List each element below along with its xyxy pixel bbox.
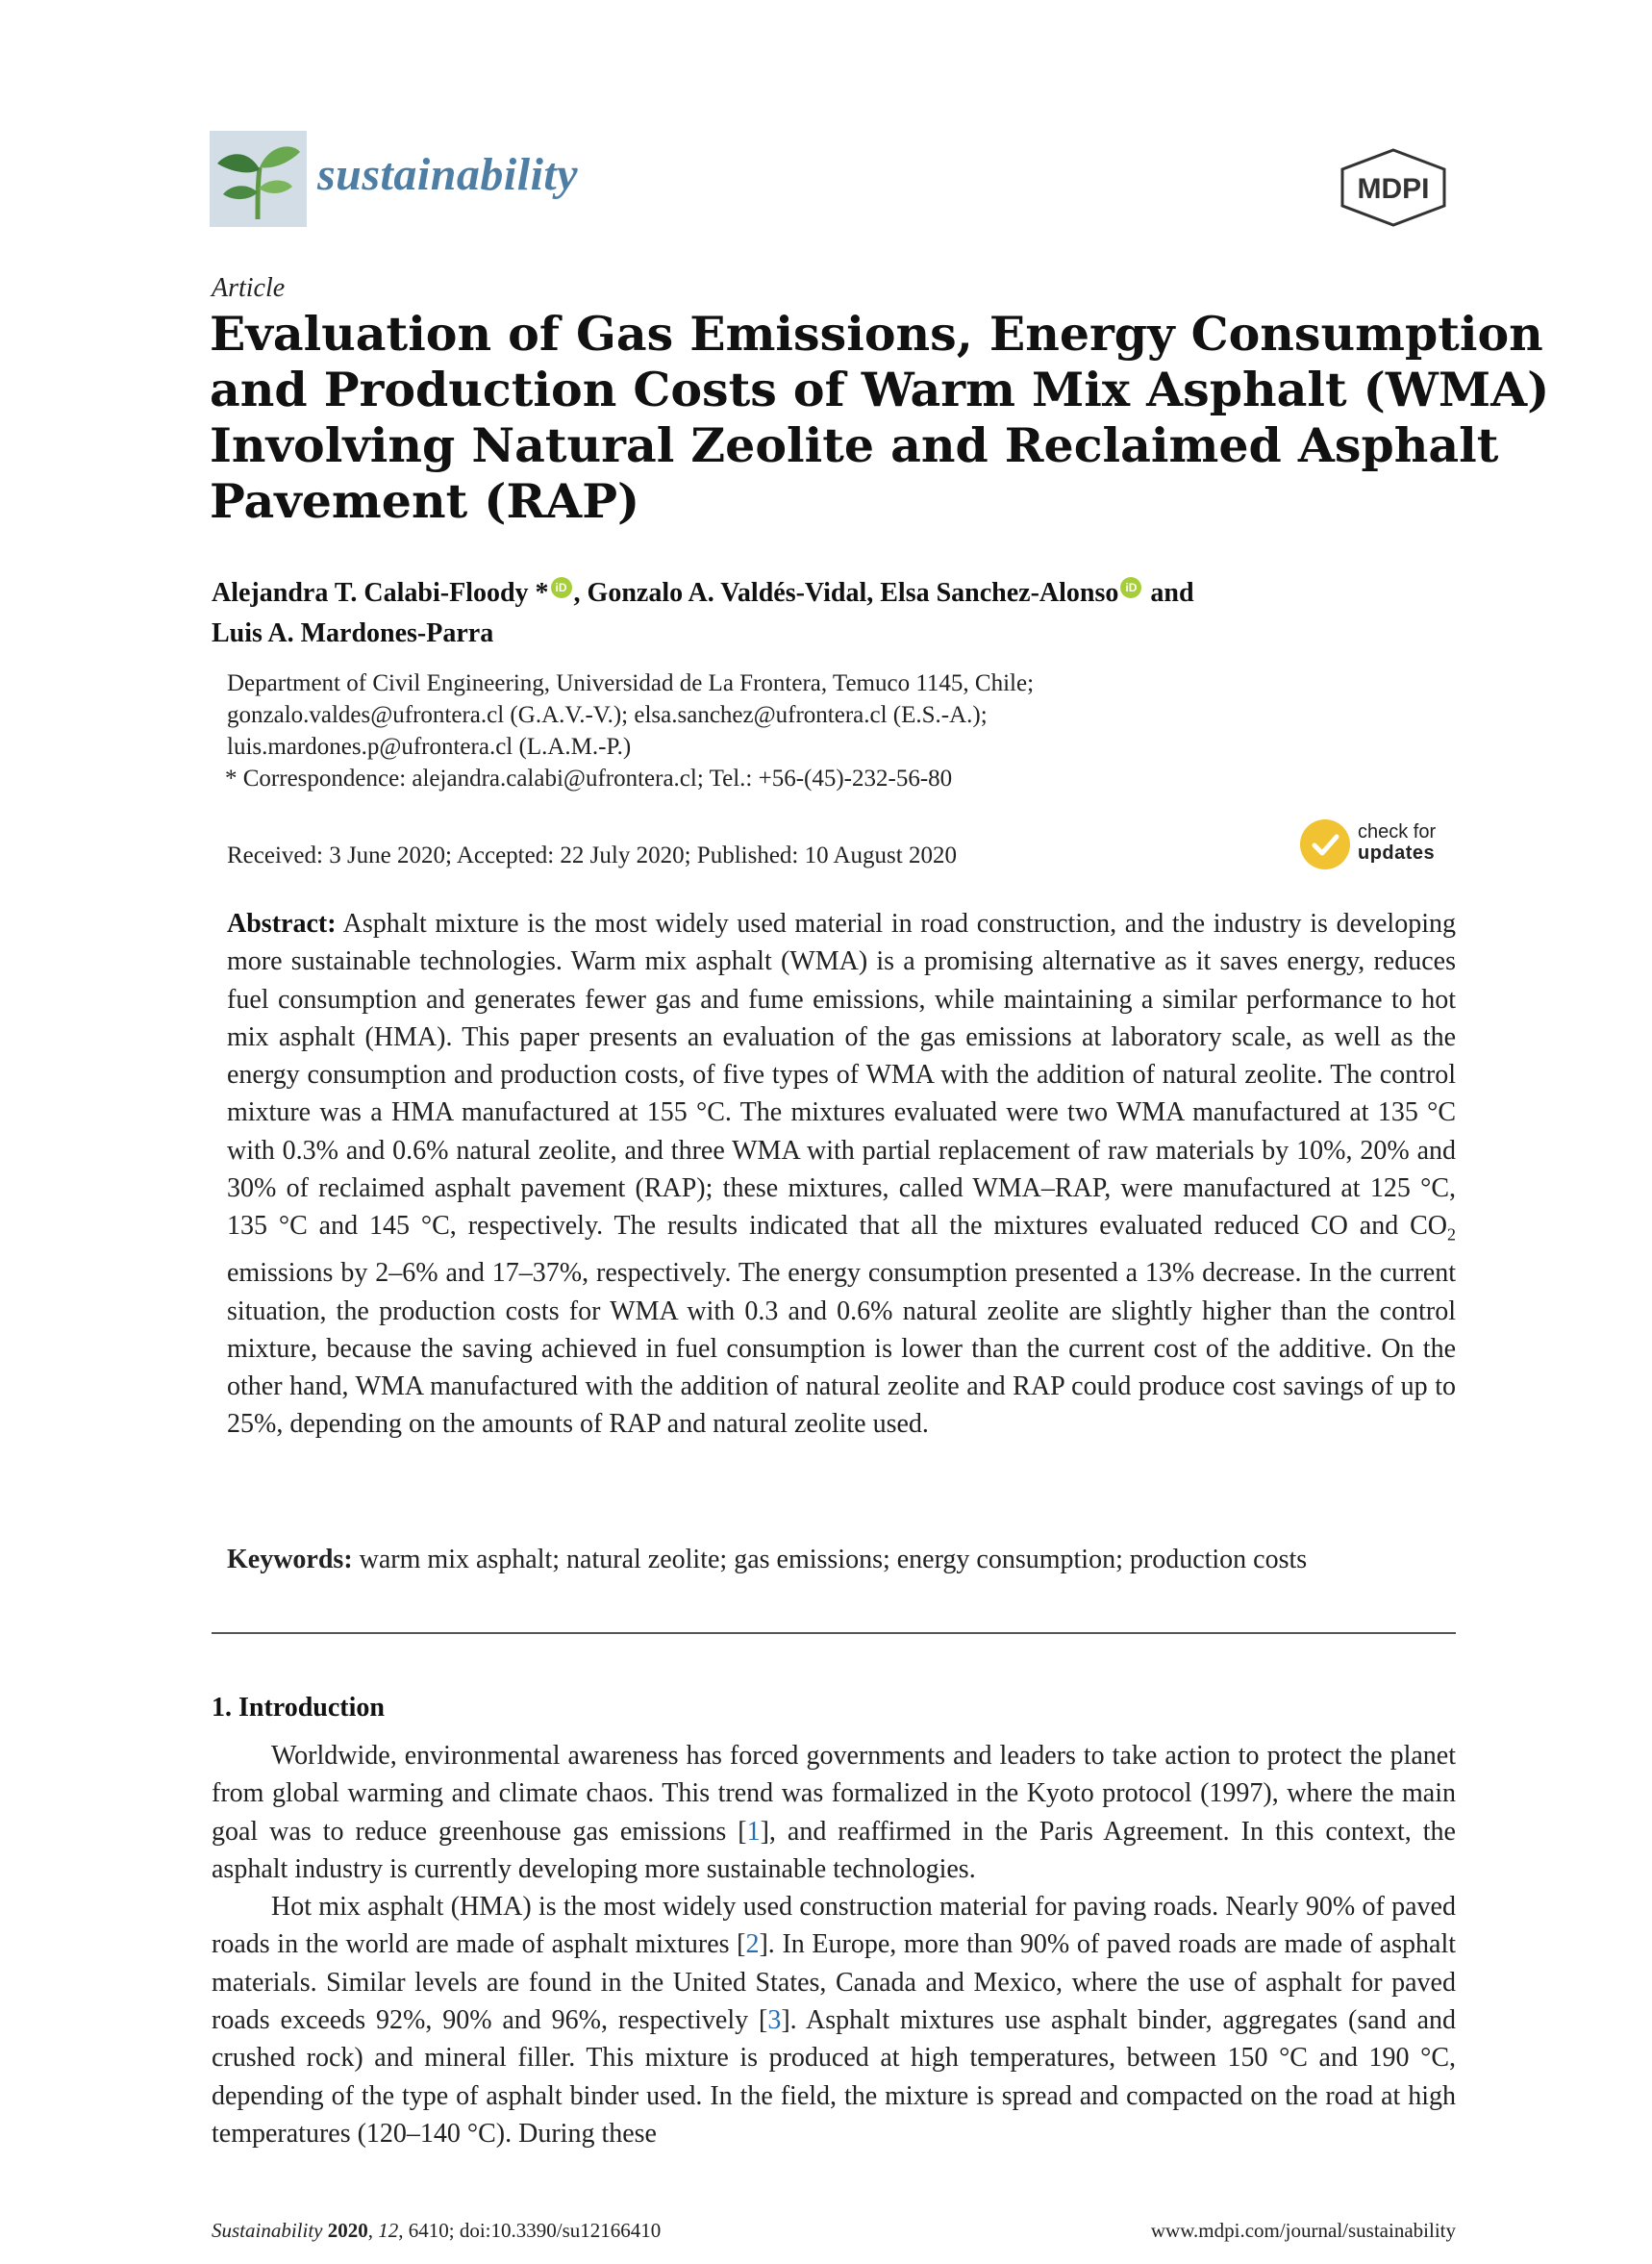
footer-year: 2020: [327, 2219, 368, 2242]
citation-link[interactable]: 1: [746, 1816, 761, 1847]
paragraph-text: Hot mix asphalt (HMA) is the most widely used construction material for paving roads. Nearly 90% of paved roads in the world are made of asphalt mixtures [: [212, 1892, 1456, 1960]
paragraph-text: Worldwide, environmental awareness has forced governments and leaders to take action to protect the planet from global warming and climate chaos. This trend was formalized in the Kyoto protocol (1997), where the main goal was to reduce greenhouse gas emissions [: [212, 1741, 1456, 1847]
affiliation-emails[interactable]: luis.mardones.p@ufrontera.cl (L.A.M.-P.): [227, 734, 632, 760]
author-name: , Gonzalo A. Valdés-Vidal, Elsa Sanchez-Alonso: [573, 578, 1119, 608]
mdpi-logo-text: MDPI: [1357, 173, 1430, 205]
article-type: Article: [212, 273, 286, 303]
author-name: Luis A. Mardones-Parra: [212, 618, 494, 648]
affiliation-emails[interactable]: gonzalo.valdes@ufrontera.cl (G.A.V.-V.); elsa.sanchez@ufrontera.cl (E.S.-A.);: [227, 702, 988, 728]
article-title: [210, 306, 1550, 529]
publication-dates: Received: 3 June 2020; Accepted: 22 July 2020; Published: 10 August 2020: [227, 843, 957, 868]
title-line: and Production Costs of Warm Mix Asphalt (WMA): [210, 362, 1550, 417]
footer-journal: Sustainability: [212, 2219, 323, 2242]
section-heading: 1. Introduction: [212, 1693, 385, 1723]
author-conjunction: and: [1143, 578, 1194, 608]
title-line: Evaluation of Gas Emissions, Energy Consumption: [210, 306, 1543, 362]
footer-citation: Sustainability 2020, 12, 6410; doi:10.3390/su12166410: [212, 2219, 662, 2242]
check-updates-line2: updates: [1358, 843, 1436, 864]
abstract-text: Asphalt mixture is the most widely used material in road construction, and the industry is developing more sustainable technologies. Warm mix asphalt (WMA) is a promising alternative as it saves energy, reduces fuel consumption and generates fewer gas and fume emissions, while maintaining a similar performance to hot mix asphalt (HMA). This paper presents an evaluation of the gas emissions at laboratory scale, as well as the energy consumption and production costs, of five types of WMA with the addition of natural zeolite. The control mixture was a HMA manufactured at 155 °C. The mixtures evaluated were two WMA manufactured at 135 °C with 0.3% and 0.6% natural zeolite, and three WMA with partial replacement of raw materials by 10%, 20% and 30% of reclaimed asphalt pavement (RAP); these mixtures, called WMA–RAP, were manufactured at 125 °C, 135 °C and 145 °C, respectively. The results indicated that all the mixtures evaluated reduced CO and CO: [227, 909, 1456, 1242]
citation-link[interactable]: 3: [767, 2005, 782, 2036]
checkmark-icon: [1300, 819, 1350, 869]
paragraph-text: ], and reaffirmed in the Paris Agreement. In this context, the asphalt industry is currently developing more sustainable technologies.: [212, 1816, 1456, 1884]
check-updates-line1: check for: [1358, 821, 1437, 843]
orcid-icon[interactable]: iD: [1120, 577, 1141, 598]
footer-doi[interactable]: , 6410; doi:10.3390/su12166410: [398, 2219, 662, 2242]
check-updates-label: [1358, 821, 1436, 864]
author-name: Alejandra T. Calabi-Floody *: [212, 578, 549, 608]
abstract-text: emissions by 2–6% and 17–37%, respectively. The energy consumption presented a 13% decrease. In the current situation, the production costs for WMA with 0.3 and 0.6% natural zeolite are slightly higher than the control mixture, because the saving achieved in fuel consumption is lower than the current cost of the additive. On the other hand, WMA manufactured with the addition of natural zeolite and RAP could produce cost savings of up to 25%, depending on the amounts of RAP and natural zeolite used.: [227, 1258, 1456, 1440]
paragraph-text: ]. Asphalt mixtures use asphalt binder, aggregates (sand and crushed rock) and mineral filler. This mixture is produced at high temperatures, between 150 °C and 190 °C, depending of the type of asphalt binder used. In the field, the mixture is spread and compacted on the road at high temperatures (120–140 °C). During these: [212, 2005, 1457, 2149]
section-divider: [212, 1632, 1456, 1634]
abstract-subscript: 2: [1447, 1224, 1456, 1245]
abstract-label: Abstract:: [227, 909, 337, 939]
abstract: [227, 905, 1456, 1444]
title-line: Involving Natural Zeolite and Reclaimed Asphalt: [210, 417, 1499, 473]
author-list: [212, 573, 1462, 654]
body-text: [212, 1737, 1456, 2152]
paragraph: [212, 1737, 1456, 1888]
affiliation-line: Department of Civil Engineering, Universidad de La Frontera, Temuco 1145, Chile;: [227, 670, 1035, 696]
orcid-icon[interactable]: iD: [551, 577, 572, 598]
mdpi-logo: [1337, 146, 1450, 229]
affiliation-block: [227, 667, 1477, 794]
check-for-updates-button[interactable]: [1300, 819, 1464, 873]
journal-logo: [210, 131, 307, 227]
paragraph-text: ]. In Europe, more than 90% of paved roads are made of asphalt materials. Similar levels are found in the United States, Canada and Mexico, where the use of asphalt for paved roads exceeds 92%, 90% and 96%, respectively [: [212, 1929, 1457, 2036]
footer-url[interactable]: www.mdpi.com/journal/sustainability: [1150, 2219, 1456, 2242]
footer-volume: 12: [378, 2219, 399, 2242]
journal-name: sustainability: [317, 149, 579, 200]
keywords-text: warm mix asphalt; natural zeolite; gas emissions; energy consumption; production costs: [352, 1545, 1308, 1574]
paragraph: [212, 1888, 1456, 2152]
correspondence-line: * Correspondence: alejandra.calabi@ufrontera.cl; Tel.: +56-(45)-232-56-80: [225, 766, 953, 792]
citation-link[interactable]: 2: [745, 1929, 760, 1960]
title-line: Pavement (RAP): [210, 473, 640, 529]
sprout-icon: [210, 131, 307, 227]
keywords: [227, 1545, 1456, 1575]
keywords-label: Keywords:: [227, 1545, 353, 1574]
